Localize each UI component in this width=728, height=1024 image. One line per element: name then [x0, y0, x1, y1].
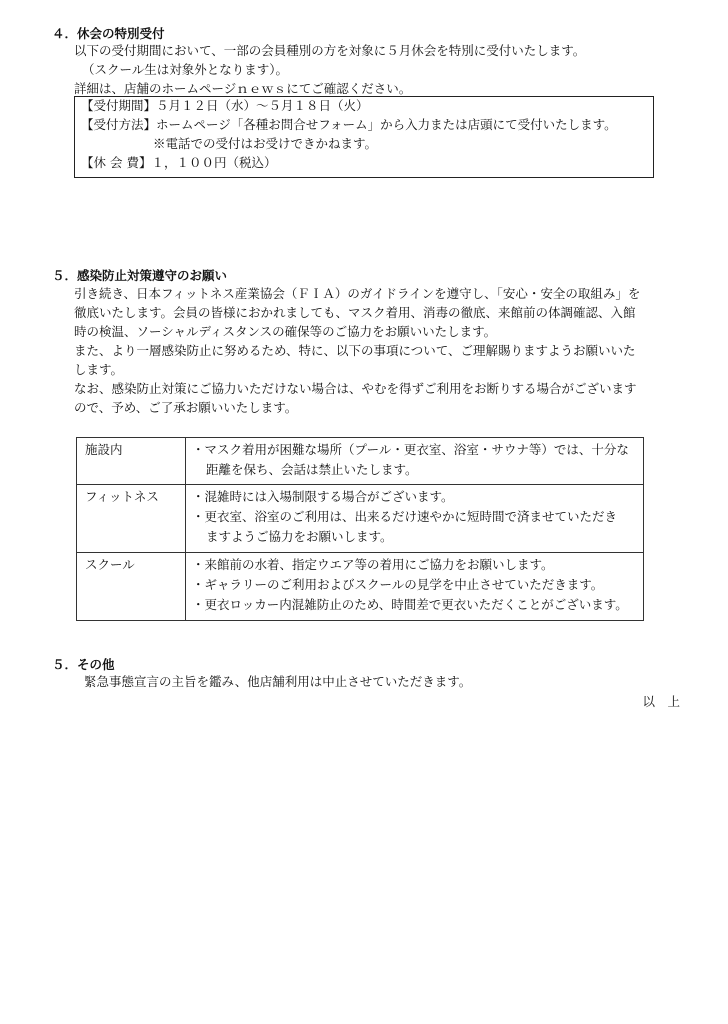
list-item: ・ギャラリーのご利用およびスクールの見学を中止させていただきます。 [192, 577, 604, 593]
list-item: ますようご協力をお願いします。 [206, 529, 393, 545]
measures-table [76, 437, 644, 621]
suspension-fee: 【休 会 費】１，１００円（税込） [81, 155, 277, 170]
list-item: 距離を保ち、会話は禁止いたします。 [206, 462, 418, 477]
section-5-line: 引き続き、日本フィットネス産業協会（ＦＩＡ）のガイドラインを遵守し、「安心・安全の取組み」を [74, 286, 641, 301]
table-row [77, 553, 644, 621]
section-5-line: 徹底いたします。会員の皆様におかれましても、マスク着用、消毒の徹底、来館前の体調確認、入館 [74, 305, 636, 320]
section-5-line: します。 [74, 362, 124, 377]
items-cell [186, 438, 644, 485]
items-cell [186, 553, 644, 621]
closing-mark: 以 上 [642, 694, 680, 709]
section-5-line: なお、感染防止対策にご協力いただけない場合は、やむを得ずご利用をお断りする場合がございます [74, 381, 637, 396]
list-item: ・混雑時には入場制限する場合がございます。 [192, 489, 454, 505]
list-item: ・更衣ロッカー内混雑防止のため、時間差で更衣いただくことがございます。 [192, 597, 628, 613]
table-row [77, 438, 644, 485]
section-other-line: 緊急事態宣言の主旨を鑑み、他店舗利用は中止させていただきます。 [84, 674, 472, 689]
section-other-heading: ５．その他 [52, 657, 115, 672]
reception-method: 【受付方法】ホームページ「各種お問合せフォーム」から入力または店頭にて受付いたします。 [81, 117, 617, 132]
section-4-line: 以下の受付期間において、一部の会員種別の方を対象に５月休会を特別に受付いたします。 [74, 43, 586, 58]
category-cell: 施設内 [77, 438, 186, 485]
list-item: ・来館前の水着、指定ウエア等の着用にご協力をお願いします。 [192, 557, 554, 573]
list-item: ・更衣室、浴室のご利用は、出来るだけ速やかに短時間で済ませていただき [192, 509, 618, 525]
section-5-heading: ５．感染防止対策遵守のお願い [52, 268, 228, 283]
section-5-line: ので、予め、ご了承お願いいたします。 [74, 400, 298, 415]
section-5-line: また、より一層感染防止に努めるため、特に、以下の事項について、ご理解賜りますようお願いいた [74, 343, 636, 358]
category-cell: スクール [77, 553, 186, 621]
section-4-heading: ４．休会の特別受付 [52, 26, 165, 41]
section-4-line: （スクール生は対象外となります）。 [82, 62, 289, 77]
list-item: ・マスク着用が困難な場所（プール・更衣室、浴室・サウナ等）では、十分な [192, 442, 629, 457]
category-cell: フィットネス [77, 485, 186, 553]
reception-period: 【受付期間】５月１２日（水）～５月１８日（火） [81, 98, 369, 113]
section-5-line: 時の検温、ソーシャルディスタンスの確保等のご協力をお願いいたします。 [74, 324, 497, 339]
table-row [77, 485, 644, 553]
phone-note: ※電話での受付はお受けできかねます。 [153, 136, 378, 151]
section-4-line: 詳細は、店舗のホームページｎｅｗｓにてご確認ください。 [74, 81, 412, 96]
items-cell [186, 485, 644, 553]
reception-info-box [74, 96, 654, 178]
